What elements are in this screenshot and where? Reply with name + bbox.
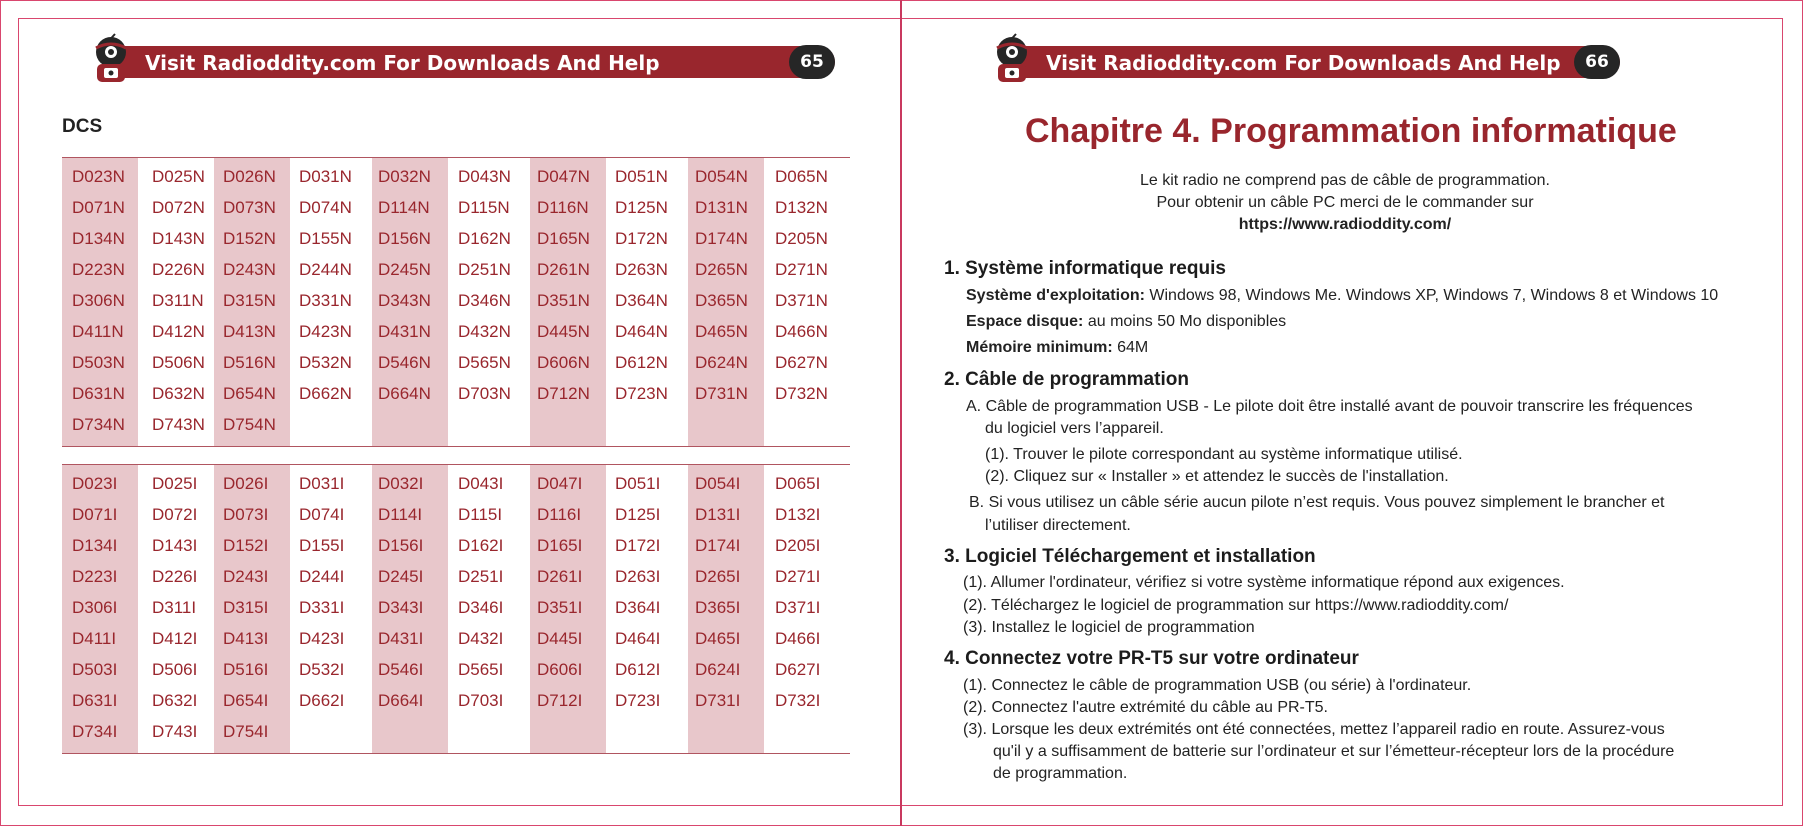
dcs-n-code: D732N (775, 384, 828, 403)
dcs-n-code: D743N (152, 415, 205, 434)
dcs-i-code: D464I (615, 629, 661, 648)
dcs-n-code: D503N (72, 353, 125, 372)
dcs-i-code: D156I (378, 536, 424, 555)
dcs-i-code: D074I (299, 505, 345, 524)
dcs-i-code: D261I (537, 567, 583, 586)
dcs-n-code: D464N (615, 322, 668, 341)
dcs-i-code: D432I (458, 629, 504, 648)
dcs-i-code: D351I (537, 598, 583, 617)
dcs-i-code: D506I (152, 660, 198, 679)
disk-requirement (966, 313, 1286, 331)
dcs-i-code: D413I (223, 629, 269, 648)
dcs-i-code: D662I (299, 691, 345, 710)
dcs-n-code: D351N (537, 291, 590, 310)
dcs-n-code: D346N (458, 291, 511, 310)
dcs-n-code: D071N (72, 198, 125, 217)
connect-step-3: (3). Lorsque les deux extrémités ont été connectées, mettez l’appareil radio en route. Assurez-vous (963, 721, 1665, 738)
dcs-n-code: D072N (152, 198, 205, 217)
section-3-title: 3. Logiciel Téléchargement et installation (944, 546, 1316, 567)
dcs-i-code: D612I (615, 660, 661, 679)
dcs-i-code: D125I (615, 505, 661, 524)
dcs-n-code: D371N (775, 291, 828, 310)
dcs-n-code: D165N (537, 229, 590, 248)
dcs-i-code: D734I (72, 722, 118, 741)
dcs-n-code: D245N (378, 260, 431, 279)
dcs-n-code: D025N (152, 167, 205, 186)
dcs-n-code: D413N (223, 322, 276, 341)
dcs-n-code: D026N (223, 167, 276, 186)
dcs-i-code: D731I (695, 691, 741, 710)
dcs-i-code: D546I (378, 660, 424, 679)
dcs-i-code: D047I (537, 474, 583, 493)
serial-cable-text: B. Si vous utilisez un câble série aucun pilote n’est requis. Vous pouvez simplement le brancher et (969, 494, 1665, 511)
dcs-i-code: D152I (223, 536, 269, 555)
dcs-i-code: D371I (775, 598, 821, 617)
dcs-i-code: D631I (72, 691, 118, 710)
dcs-i-code: D712I (537, 691, 583, 710)
intro-line-2: Pour obtenir un câble PC merci de le commander sur (1156, 194, 1534, 211)
dcs-i-code: D043I (458, 474, 504, 493)
dcs-n-code: D031N (299, 167, 352, 186)
disk-value: au moins 50 Mo disponibles (1083, 313, 1287, 330)
dcs-n-code: D125N (615, 198, 668, 217)
dcs-n-code: D131N (695, 198, 748, 217)
dcs-i-code: D465I (695, 629, 741, 648)
dcs-n-code: D445N (537, 322, 590, 341)
dcs-i-code: D134I (72, 536, 118, 555)
dcs-i-code: D243I (223, 567, 269, 586)
dcs-n-code: D411N (72, 322, 124, 341)
dcs-n-code: D074N (299, 198, 352, 217)
dcs-i-code: D343I (378, 598, 424, 617)
dcs-i-code: D732I (775, 691, 821, 710)
usb-step-2: (2). Cliquez sur « Installer » et attendez le succès de l'installation. (985, 468, 1449, 485)
dcs-n-code: D311N (152, 291, 204, 310)
os-label: Système d'exploitation: (966, 287, 1145, 304)
connect-step-3-cont: qu'il y a suffisamment de batterie sur l’ordinateur et sur l’émetteur-récepteur lors de la procédure (993, 743, 1675, 760)
dcs-n-code: D754N (223, 415, 276, 434)
dcs-n-code: D115N (458, 198, 510, 217)
dcs-n-code: D243N (223, 260, 276, 279)
header-banner-right (1011, 46, 1620, 78)
dcs-n-code: D627N (775, 353, 828, 372)
dcs-i-code: D073I (223, 505, 269, 524)
dcs-i-code: D532I (299, 660, 345, 679)
dcs-n-code: D023N (72, 167, 125, 186)
dcs-n-code: D116N (537, 198, 589, 217)
dcs-i-code: D115I (458, 505, 503, 524)
dcs-i-code: D114I (378, 505, 423, 524)
dcs-n-code: D606N (537, 353, 590, 372)
radio-mascot-icon (82, 30, 140, 88)
dcs-n-code: D223N (72, 260, 125, 279)
dcs-i-code: D265I (695, 567, 741, 586)
banner-text: Visit Radioddity.com For Downloads And Help (1046, 51, 1561, 75)
dcs-n-code: D654N (223, 384, 276, 403)
dcs-i-code: D165I (537, 536, 583, 555)
page-number: 66 (1574, 45, 1620, 79)
dcs-n-code: D172N (615, 229, 668, 248)
dcs-n-code: D343N (378, 291, 431, 310)
dcs-n-code: D054N (695, 167, 748, 186)
dcs-n-code: D664N (378, 384, 431, 403)
dcs-i-code: D071I (72, 505, 118, 524)
dcs-n-code: D703N (458, 384, 511, 403)
usb-cable-text: A. Câble de programmation USB - Le pilote doit être installé avant de pouvoir transcrire les fréquences (966, 398, 1693, 415)
dcs-i-code: D251I (458, 567, 504, 586)
radio-mascot-icon (983, 30, 1041, 88)
dcs-i-code: D226I (152, 567, 198, 586)
dcs-i-code: D172I (615, 536, 661, 555)
dcs-n-code: D662N (299, 384, 352, 403)
dcs-i-code: D245I (378, 567, 424, 586)
dcs-i-code: D116I (537, 505, 582, 524)
dcs-i-code: D466I (775, 629, 821, 648)
dcs-i-code: D754I (223, 722, 269, 741)
dcs-i-code: D311I (152, 598, 197, 617)
dcs-n-code: D365N (695, 291, 748, 310)
dcs-i-code: D703I (458, 691, 504, 710)
dcs-section-label: DCS (62, 116, 103, 137)
dcs-i-code: D054I (695, 474, 741, 493)
dcs-n-code: D431N (378, 322, 431, 341)
dcs-i-code: D445I (537, 629, 583, 648)
dcs-n-code: D156N (378, 229, 431, 248)
left-page (0, 0, 901, 826)
dcs-i-code: D624I (695, 660, 741, 679)
os-value: Windows 98, Windows Me. Windows XP, Windows 7, Windows 8 et Windows 10 (1144, 287, 1719, 304)
dcs-n-code: D423N (299, 322, 352, 341)
dcs-n-code: D331N (299, 291, 352, 310)
usb-cable-text-cont: du logiciel vers l’appareil. (985, 420, 1164, 437)
dcs-n-code: D624N (695, 353, 748, 372)
dcs-n-code: D263N (615, 260, 668, 279)
dcs-i-code: D346I (458, 598, 504, 617)
intro-line-1: Le kit radio ne comprend pas de câble de programmation. (1139, 172, 1550, 189)
dcs-i-code: D031I (299, 474, 345, 493)
dcs-n-code: D065N (775, 167, 828, 186)
dcs-n-code: D155N (299, 229, 352, 248)
dcs-n-code: D162N (458, 229, 511, 248)
section-2-title: 2. Câble de programmation (944, 369, 1189, 390)
dcs-i-code: D664I (378, 691, 424, 710)
dcs-i-code: D223I (72, 567, 118, 586)
dcs-n-code: D114N (378, 198, 430, 217)
dcs-i-code: D032I (378, 474, 424, 493)
dcs-i-code: D503I (72, 660, 118, 679)
dcs-n-code: D174N (695, 229, 748, 248)
dcs-n-code: D251N (458, 260, 511, 279)
dcs-i-code: D155I (299, 536, 345, 555)
dcs-n-code: D532N (299, 353, 352, 372)
dcs-n-code: D465N (695, 322, 748, 341)
dcs-n-code: D516N (223, 353, 276, 372)
chapter-title: Chapitre 4. Programmation informatique (1025, 112, 1677, 150)
dcs-i-code: D743I (152, 722, 198, 741)
dcs-n-code: D043N (458, 167, 511, 186)
dcs-i-code: D244I (299, 567, 345, 586)
dcs-inverted-code-table (62, 464, 850, 754)
connect-step-2: (2). Connectez l'autre extrémité du câble au PR-T5. (963, 699, 1328, 716)
dcs-n-code: D632N (152, 384, 205, 403)
memory-requirement (966, 339, 1148, 357)
dcs-normal-code-table (62, 157, 850, 447)
dcs-n-code: D315N (223, 291, 276, 310)
dcs-n-code: D712N (537, 384, 590, 403)
dcs-n-code: D734N (72, 415, 125, 434)
dcs-n-code: D132N (775, 198, 828, 217)
banner-text: Visit Radioddity.com For Downloads And Help (145, 51, 660, 75)
dcs-i-code: D132I (775, 505, 821, 524)
dcs-n-code: D032N (378, 167, 431, 186)
dcs-i-code: D131I (695, 505, 741, 524)
dcs-i-code: D162I (458, 536, 504, 555)
dcs-i-code: D072I (152, 505, 198, 524)
dcs-i-code: D632I (152, 691, 198, 710)
dcs-i-code: D143I (152, 536, 198, 555)
dcs-n-code: D073N (223, 198, 276, 217)
dcs-n-code: D265N (695, 260, 748, 279)
dcs-n-code: D271N (775, 260, 828, 279)
dcs-i-code: D365I (695, 598, 741, 617)
dcs-i-code: D174I (695, 536, 741, 555)
dcs-i-code: D723I (615, 691, 661, 710)
dcs-i-code: D565I (458, 660, 504, 679)
dcs-i-code: D306I (72, 598, 118, 617)
connect-step-3-cont-2: de programmation. (993, 765, 1128, 782)
dcs-i-code: D431I (378, 629, 424, 648)
dcs-n-code: D134N (72, 229, 125, 248)
dcs-n-code: D432N (458, 322, 511, 341)
dcs-n-code: D565N (458, 353, 511, 372)
dcs-i-code: D423I (299, 629, 345, 648)
dcs-n-code: D261N (537, 260, 590, 279)
section-1-title: 1. Système informatique requis (944, 258, 1226, 279)
dcs-i-code: D051I (615, 474, 661, 493)
dcs-i-code: D025I (152, 474, 198, 493)
dcs-i-code: D606I (537, 660, 583, 679)
dcs-n-code: D506N (152, 353, 205, 372)
dcs-n-code: D723N (615, 384, 668, 403)
section-4-title: 4. Connectez votre PR-T5 sur votre ordinateur (944, 648, 1359, 669)
install-step-2: (2). Téléchargez le logiciel de programmation sur https://www.radioddity.com/ (963, 597, 1509, 614)
dcs-i-code: D271I (775, 567, 821, 586)
connect-step-1: (1). Connectez le câble de programmation USB (ou série) à l'ordinateur. (963, 677, 1472, 694)
dcs-n-code: D306N (72, 291, 125, 310)
install-step-1: (1). Allumer l'ordinateur, vérifiez si votre système informatique répond aux exigences. (963, 574, 1565, 591)
page-number: 65 (789, 45, 835, 79)
dcs-n-code: D466N (775, 322, 828, 341)
dcs-n-code: D631N (72, 384, 125, 403)
dcs-i-code: D023I (72, 474, 118, 493)
dcs-i-code: D315I (223, 598, 269, 617)
dcs-i-code: D263I (615, 567, 661, 586)
dcs-n-code: D143N (152, 229, 205, 248)
dcs-i-code: D627I (775, 660, 821, 679)
memory-label: Mémoire minimum: (966, 339, 1113, 356)
dcs-n-code: D364N (615, 291, 668, 310)
memory-value: 64M (1112, 339, 1149, 356)
dcs-n-code: D226N (152, 260, 205, 279)
dcs-i-code: D364I (615, 598, 661, 617)
dcs-n-code: D244N (299, 260, 352, 279)
dcs-i-code: D654I (223, 691, 269, 710)
dcs-n-code: D412N (152, 322, 205, 341)
dcs-n-code: D047N (537, 167, 590, 186)
serial-cable-text-cont: l’utiliser directement. (985, 517, 1131, 534)
os-requirement (966, 287, 1718, 305)
dcs-i-code: D411I (72, 629, 117, 648)
header-banner-left (110, 46, 835, 78)
dcs-i-code: D412I (152, 629, 198, 648)
dcs-i-code: D331I (299, 598, 345, 617)
dcs-i-code: D205I (775, 536, 821, 555)
dcs-i-code: D026I (223, 474, 269, 493)
intro-url[interactable]: https://www.radioddity.com/ (1238, 216, 1452, 233)
usb-step-1: (1). Trouver le pilote correspondant au système informatique utilisé. (985, 446, 1463, 463)
dcs-i-code: D516I (223, 660, 269, 679)
dcs-n-code: D731N (695, 384, 748, 403)
dcs-i-code: D065I (775, 474, 821, 493)
dcs-n-code: D152N (223, 229, 276, 248)
dcs-n-code: D205N (775, 229, 828, 248)
dcs-n-code: D546N (378, 353, 431, 372)
dcs-n-code: D612N (615, 353, 668, 372)
dcs-n-code: D051N (615, 167, 668, 186)
disk-label: Espace disque: (966, 313, 1084, 330)
install-step-3: (3). Installez le logiciel de programmation (963, 619, 1255, 636)
